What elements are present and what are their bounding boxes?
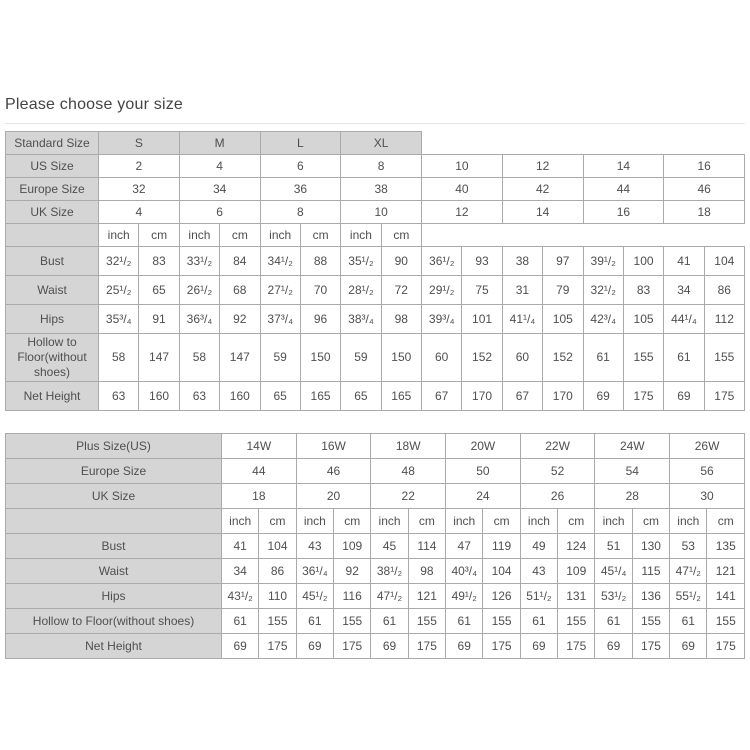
- unit-cell: inch: [595, 509, 632, 534]
- value-cell: 175: [483, 634, 520, 659]
- value-cell: 59: [341, 334, 381, 382]
- value-cell: 160: [220, 382, 260, 411]
- value-cell: 2: [99, 155, 180, 178]
- value-cell: 26¹/₂: [179, 276, 219, 305]
- value-cell: 86: [704, 276, 744, 305]
- value-cell: 92: [334, 559, 371, 584]
- value-cell: 49¹/₂: [446, 584, 483, 609]
- row-label: Net Height: [6, 382, 99, 411]
- value-cell: 160: [139, 382, 179, 411]
- value-cell: 175: [704, 382, 744, 411]
- value-cell: 175: [558, 634, 595, 659]
- row-label: US Size: [6, 155, 99, 178]
- value-cell: 119: [483, 534, 520, 559]
- value-cell: 44: [583, 178, 664, 201]
- value-cell: 130: [632, 534, 669, 559]
- value-cell: 32: [99, 178, 180, 201]
- value-cell: 54: [595, 459, 670, 484]
- plus-size-table: [5, 433, 745, 659]
- value-cell: 34¹/₂: [260, 247, 300, 276]
- value-cell: 84: [220, 247, 260, 276]
- size-cell: XL: [341, 132, 422, 155]
- value-cell: 46: [296, 459, 371, 484]
- unit-cell: cm: [558, 509, 595, 534]
- value-cell: 147: [220, 334, 260, 382]
- value-cell: 31: [502, 276, 542, 305]
- value-cell: 115: [632, 559, 669, 584]
- value-cell: 61: [670, 609, 707, 634]
- value-cell: 47¹/₂: [371, 584, 408, 609]
- row-label: Hollow to Floor(without shoes): [6, 609, 222, 634]
- value-cell: 165: [300, 382, 340, 411]
- value-cell: 53: [670, 534, 707, 559]
- value-cell: 29¹/₂: [422, 276, 462, 305]
- value-cell: 101: [462, 305, 502, 334]
- value-cell: 104: [483, 559, 520, 584]
- value-cell: 109: [558, 559, 595, 584]
- unit-cell: cm: [632, 509, 669, 534]
- value-cell: 33¹/₂: [179, 247, 219, 276]
- value-cell: 38: [341, 178, 422, 201]
- value-cell: 131: [558, 584, 595, 609]
- size-cell: 22W: [520, 434, 595, 459]
- value-cell: 14: [502, 201, 583, 224]
- value-cell: 43: [520, 559, 557, 584]
- value-cell: 40³/₄: [446, 559, 483, 584]
- value-cell: 42: [502, 178, 583, 201]
- value-cell: 41: [222, 534, 259, 559]
- value-cell: 4: [99, 201, 180, 224]
- unit-cell: cm: [139, 224, 179, 247]
- value-cell: 126: [483, 584, 520, 609]
- value-cell: 51: [595, 534, 632, 559]
- value-cell: 18: [222, 484, 297, 509]
- row-label: Hips: [6, 584, 222, 609]
- size-cell: L: [260, 132, 341, 155]
- value-cell: 72: [381, 276, 421, 305]
- value-cell: 61: [222, 609, 259, 634]
- value-cell: 34: [179, 178, 260, 201]
- value-cell: 65: [260, 382, 300, 411]
- value-cell: 34: [664, 276, 704, 305]
- row-label: UK Size: [6, 484, 222, 509]
- value-cell: 170: [543, 382, 583, 411]
- value-cell: 60: [422, 334, 462, 382]
- unit-cell: cm: [300, 224, 340, 247]
- size-cell: 26W: [670, 434, 745, 459]
- value-cell: 39¹/₂: [583, 247, 623, 276]
- value-cell: 152: [462, 334, 502, 382]
- value-cell: 16: [583, 201, 664, 224]
- value-cell: 36¹/₄: [296, 559, 333, 584]
- value-cell: 86: [259, 559, 296, 584]
- value-cell: 14: [583, 155, 664, 178]
- value-cell: 55¹/₂: [670, 584, 707, 609]
- value-cell: 61: [583, 334, 623, 382]
- value-cell: 6: [179, 201, 260, 224]
- unit-cell: cm: [259, 509, 296, 534]
- value-cell: 36: [260, 178, 341, 201]
- value-cell: 98: [381, 305, 421, 334]
- unit-cell: inch: [670, 509, 707, 534]
- value-cell: 69: [520, 634, 557, 659]
- unit-cell: cm: [707, 509, 745, 534]
- value-cell: 69: [371, 634, 408, 659]
- value-cell: 36¹/₂: [422, 247, 462, 276]
- value-cell: 175: [632, 634, 669, 659]
- value-cell: 90: [381, 247, 421, 276]
- value-cell: 6: [260, 155, 341, 178]
- size-cell: 20W: [446, 434, 521, 459]
- value-cell: 91: [139, 305, 179, 334]
- value-cell: 56: [670, 459, 745, 484]
- value-cell: 44¹/₄: [664, 305, 704, 334]
- value-cell: 37³/₄: [260, 305, 300, 334]
- value-cell: 98: [408, 559, 445, 584]
- value-cell: 121: [707, 559, 745, 584]
- value-cell: 79: [543, 276, 583, 305]
- value-cell: 47¹/₂: [670, 559, 707, 584]
- row-label: [6, 509, 222, 534]
- value-cell: 38: [502, 247, 542, 276]
- value-cell: 155: [632, 609, 669, 634]
- value-cell: 97: [543, 247, 583, 276]
- unit-cell: cm: [381, 224, 421, 247]
- value-cell: 61: [371, 609, 408, 634]
- value-cell: 8: [260, 201, 341, 224]
- row-label: Waist: [6, 559, 222, 584]
- value-cell: 69: [222, 634, 259, 659]
- row-label: Standard Size: [6, 132, 99, 155]
- value-cell: 155: [408, 609, 445, 634]
- value-cell: 26: [520, 484, 595, 509]
- value-cell: 88: [300, 247, 340, 276]
- value-cell: 110: [259, 584, 296, 609]
- size-cell: S: [99, 132, 180, 155]
- value-cell: 25¹/₂: [99, 276, 139, 305]
- value-cell: 65: [341, 382, 381, 411]
- value-cell: 150: [381, 334, 421, 382]
- value-cell: 28: [595, 484, 670, 509]
- value-cell: 69: [670, 634, 707, 659]
- unit-cell: inch: [99, 224, 139, 247]
- value-cell: 30: [670, 484, 745, 509]
- size-cell: M: [179, 132, 260, 155]
- value-cell: 58: [179, 334, 219, 382]
- unit-cell: inch: [179, 224, 219, 247]
- value-cell: 58: [99, 334, 139, 382]
- value-cell: 109: [334, 534, 371, 559]
- value-cell: 121: [408, 584, 445, 609]
- title-separator-line: [5, 123, 745, 124]
- value-cell: 48: [371, 459, 446, 484]
- row-label: Hollow to Floor(without shoes): [6, 334, 99, 382]
- value-cell: 68: [220, 276, 260, 305]
- size-cell: 18W: [371, 434, 446, 459]
- value-cell: 155: [334, 609, 371, 634]
- value-cell: 69: [446, 634, 483, 659]
- value-cell: 63: [99, 382, 139, 411]
- value-cell: 10: [422, 155, 503, 178]
- value-cell: 96: [300, 305, 340, 334]
- value-cell: 61: [664, 334, 704, 382]
- value-cell: 135: [707, 534, 745, 559]
- value-cell: 43: [296, 534, 333, 559]
- value-cell: 105: [623, 305, 663, 334]
- value-cell: 69: [595, 634, 632, 659]
- value-cell: 10: [341, 201, 422, 224]
- value-cell: 105: [543, 305, 583, 334]
- row-label: Net Height: [6, 634, 222, 659]
- value-cell: 36³/₄: [179, 305, 219, 334]
- value-cell: 93: [462, 247, 502, 276]
- unit-cell: cm: [334, 509, 371, 534]
- value-cell: 32¹/₂: [583, 276, 623, 305]
- row-label: Plus Size(US): [6, 434, 222, 459]
- value-cell: 44: [222, 459, 297, 484]
- value-cell: 45¹/₂: [296, 584, 333, 609]
- value-cell: 8: [341, 155, 422, 178]
- value-cell: 69: [296, 634, 333, 659]
- page-title: Please choose your size: [5, 96, 184, 113]
- row-label: Europe Size: [6, 459, 222, 484]
- value-cell: 61: [520, 609, 557, 634]
- value-cell: 155: [623, 334, 663, 382]
- value-cell: 67: [502, 382, 542, 411]
- value-cell: 155: [707, 609, 745, 634]
- value-cell: 75: [462, 276, 502, 305]
- value-cell: 61: [595, 609, 632, 634]
- value-cell: 104: [259, 534, 296, 559]
- value-cell: 83: [623, 276, 663, 305]
- value-cell: 34: [222, 559, 259, 584]
- unit-cell: inch: [341, 224, 381, 247]
- value-cell: 124: [558, 534, 595, 559]
- value-cell: 155: [483, 609, 520, 634]
- value-cell: 42³/₄: [583, 305, 623, 334]
- value-cell: 61: [296, 609, 333, 634]
- value-cell: 39³/₄: [422, 305, 462, 334]
- row-label: Bust: [6, 247, 99, 276]
- value-cell: 67: [422, 382, 462, 411]
- value-cell: 59: [260, 334, 300, 382]
- value-cell: 175: [408, 634, 445, 659]
- value-cell: 41: [664, 247, 704, 276]
- unit-cell: inch: [260, 224, 300, 247]
- size-cell: 14W: [222, 434, 297, 459]
- value-cell: 155: [558, 609, 595, 634]
- value-cell: 40: [422, 178, 503, 201]
- value-cell: 63: [179, 382, 219, 411]
- value-cell: 27¹/₂: [260, 276, 300, 305]
- value-cell: 38³/₄: [341, 305, 381, 334]
- row-label: Waist: [6, 276, 99, 305]
- unit-cell: cm: [483, 509, 520, 534]
- value-cell: 46: [664, 178, 745, 201]
- value-cell: 70: [300, 276, 340, 305]
- value-cell: 35¹/₂: [341, 247, 381, 276]
- value-cell: 69: [664, 382, 704, 411]
- value-cell: 45: [371, 534, 408, 559]
- unit-cell: cm: [220, 224, 260, 247]
- value-cell: 104: [704, 247, 744, 276]
- value-cell: 24: [446, 484, 521, 509]
- value-cell: 20: [296, 484, 371, 509]
- value-cell: 28¹/₂: [341, 276, 381, 305]
- value-cell: 22: [371, 484, 446, 509]
- value-cell: 170: [462, 382, 502, 411]
- value-cell: 38¹/₂: [371, 559, 408, 584]
- value-cell: 165: [381, 382, 421, 411]
- value-cell: 114: [408, 534, 445, 559]
- value-cell: 141: [707, 584, 745, 609]
- value-cell: 155: [259, 609, 296, 634]
- value-cell: 152: [543, 334, 583, 382]
- value-cell: 175: [623, 382, 663, 411]
- value-cell: 61: [446, 609, 483, 634]
- size-cell: 24W: [595, 434, 670, 459]
- unit-cell: inch: [296, 509, 333, 534]
- size-cell: 16W: [296, 434, 371, 459]
- row-label: [6, 224, 99, 247]
- row-label: UK Size: [6, 201, 99, 224]
- value-cell: 175: [259, 634, 296, 659]
- value-cell: 32¹/₂: [99, 247, 139, 276]
- value-cell: 45¹/₄: [595, 559, 632, 584]
- unit-cell: inch: [222, 509, 259, 534]
- value-cell: 12: [422, 201, 503, 224]
- value-cell: 16: [664, 155, 745, 178]
- value-cell: 155: [704, 334, 744, 382]
- value-cell: 116: [334, 584, 371, 609]
- value-cell: 83: [139, 247, 179, 276]
- unit-cell: inch: [371, 509, 408, 534]
- unit-cell: inch: [446, 509, 483, 534]
- value-cell: 69: [583, 382, 623, 411]
- row-label: Hips: [6, 305, 99, 334]
- value-cell: 52: [520, 459, 595, 484]
- value-cell: 43¹/₂: [222, 584, 259, 609]
- value-cell: 18: [664, 201, 745, 224]
- value-cell: 41¹/₄: [502, 305, 542, 334]
- value-cell: 35³/₄: [99, 305, 139, 334]
- value-cell: 49: [520, 534, 557, 559]
- value-cell: 136: [632, 584, 669, 609]
- value-cell: 4: [179, 155, 260, 178]
- value-cell: 51¹/₂: [520, 584, 557, 609]
- unit-cell: cm: [408, 509, 445, 534]
- standard-size-table: [5, 131, 745, 411]
- value-cell: 53¹/₂: [595, 584, 632, 609]
- value-cell: 175: [707, 634, 745, 659]
- value-cell: 47: [446, 534, 483, 559]
- value-cell: 65: [139, 276, 179, 305]
- row-label: Bust: [6, 534, 222, 559]
- value-cell: 12: [502, 155, 583, 178]
- value-cell: 50: [446, 459, 521, 484]
- row-label: Europe Size: [6, 178, 99, 201]
- value-cell: 175: [334, 634, 371, 659]
- value-cell: 92: [220, 305, 260, 334]
- value-cell: 60: [502, 334, 542, 382]
- value-cell: 147: [139, 334, 179, 382]
- value-cell: 112: [704, 305, 744, 334]
- unit-cell: inch: [520, 509, 557, 534]
- value-cell: 150: [300, 334, 340, 382]
- value-cell: 100: [623, 247, 663, 276]
